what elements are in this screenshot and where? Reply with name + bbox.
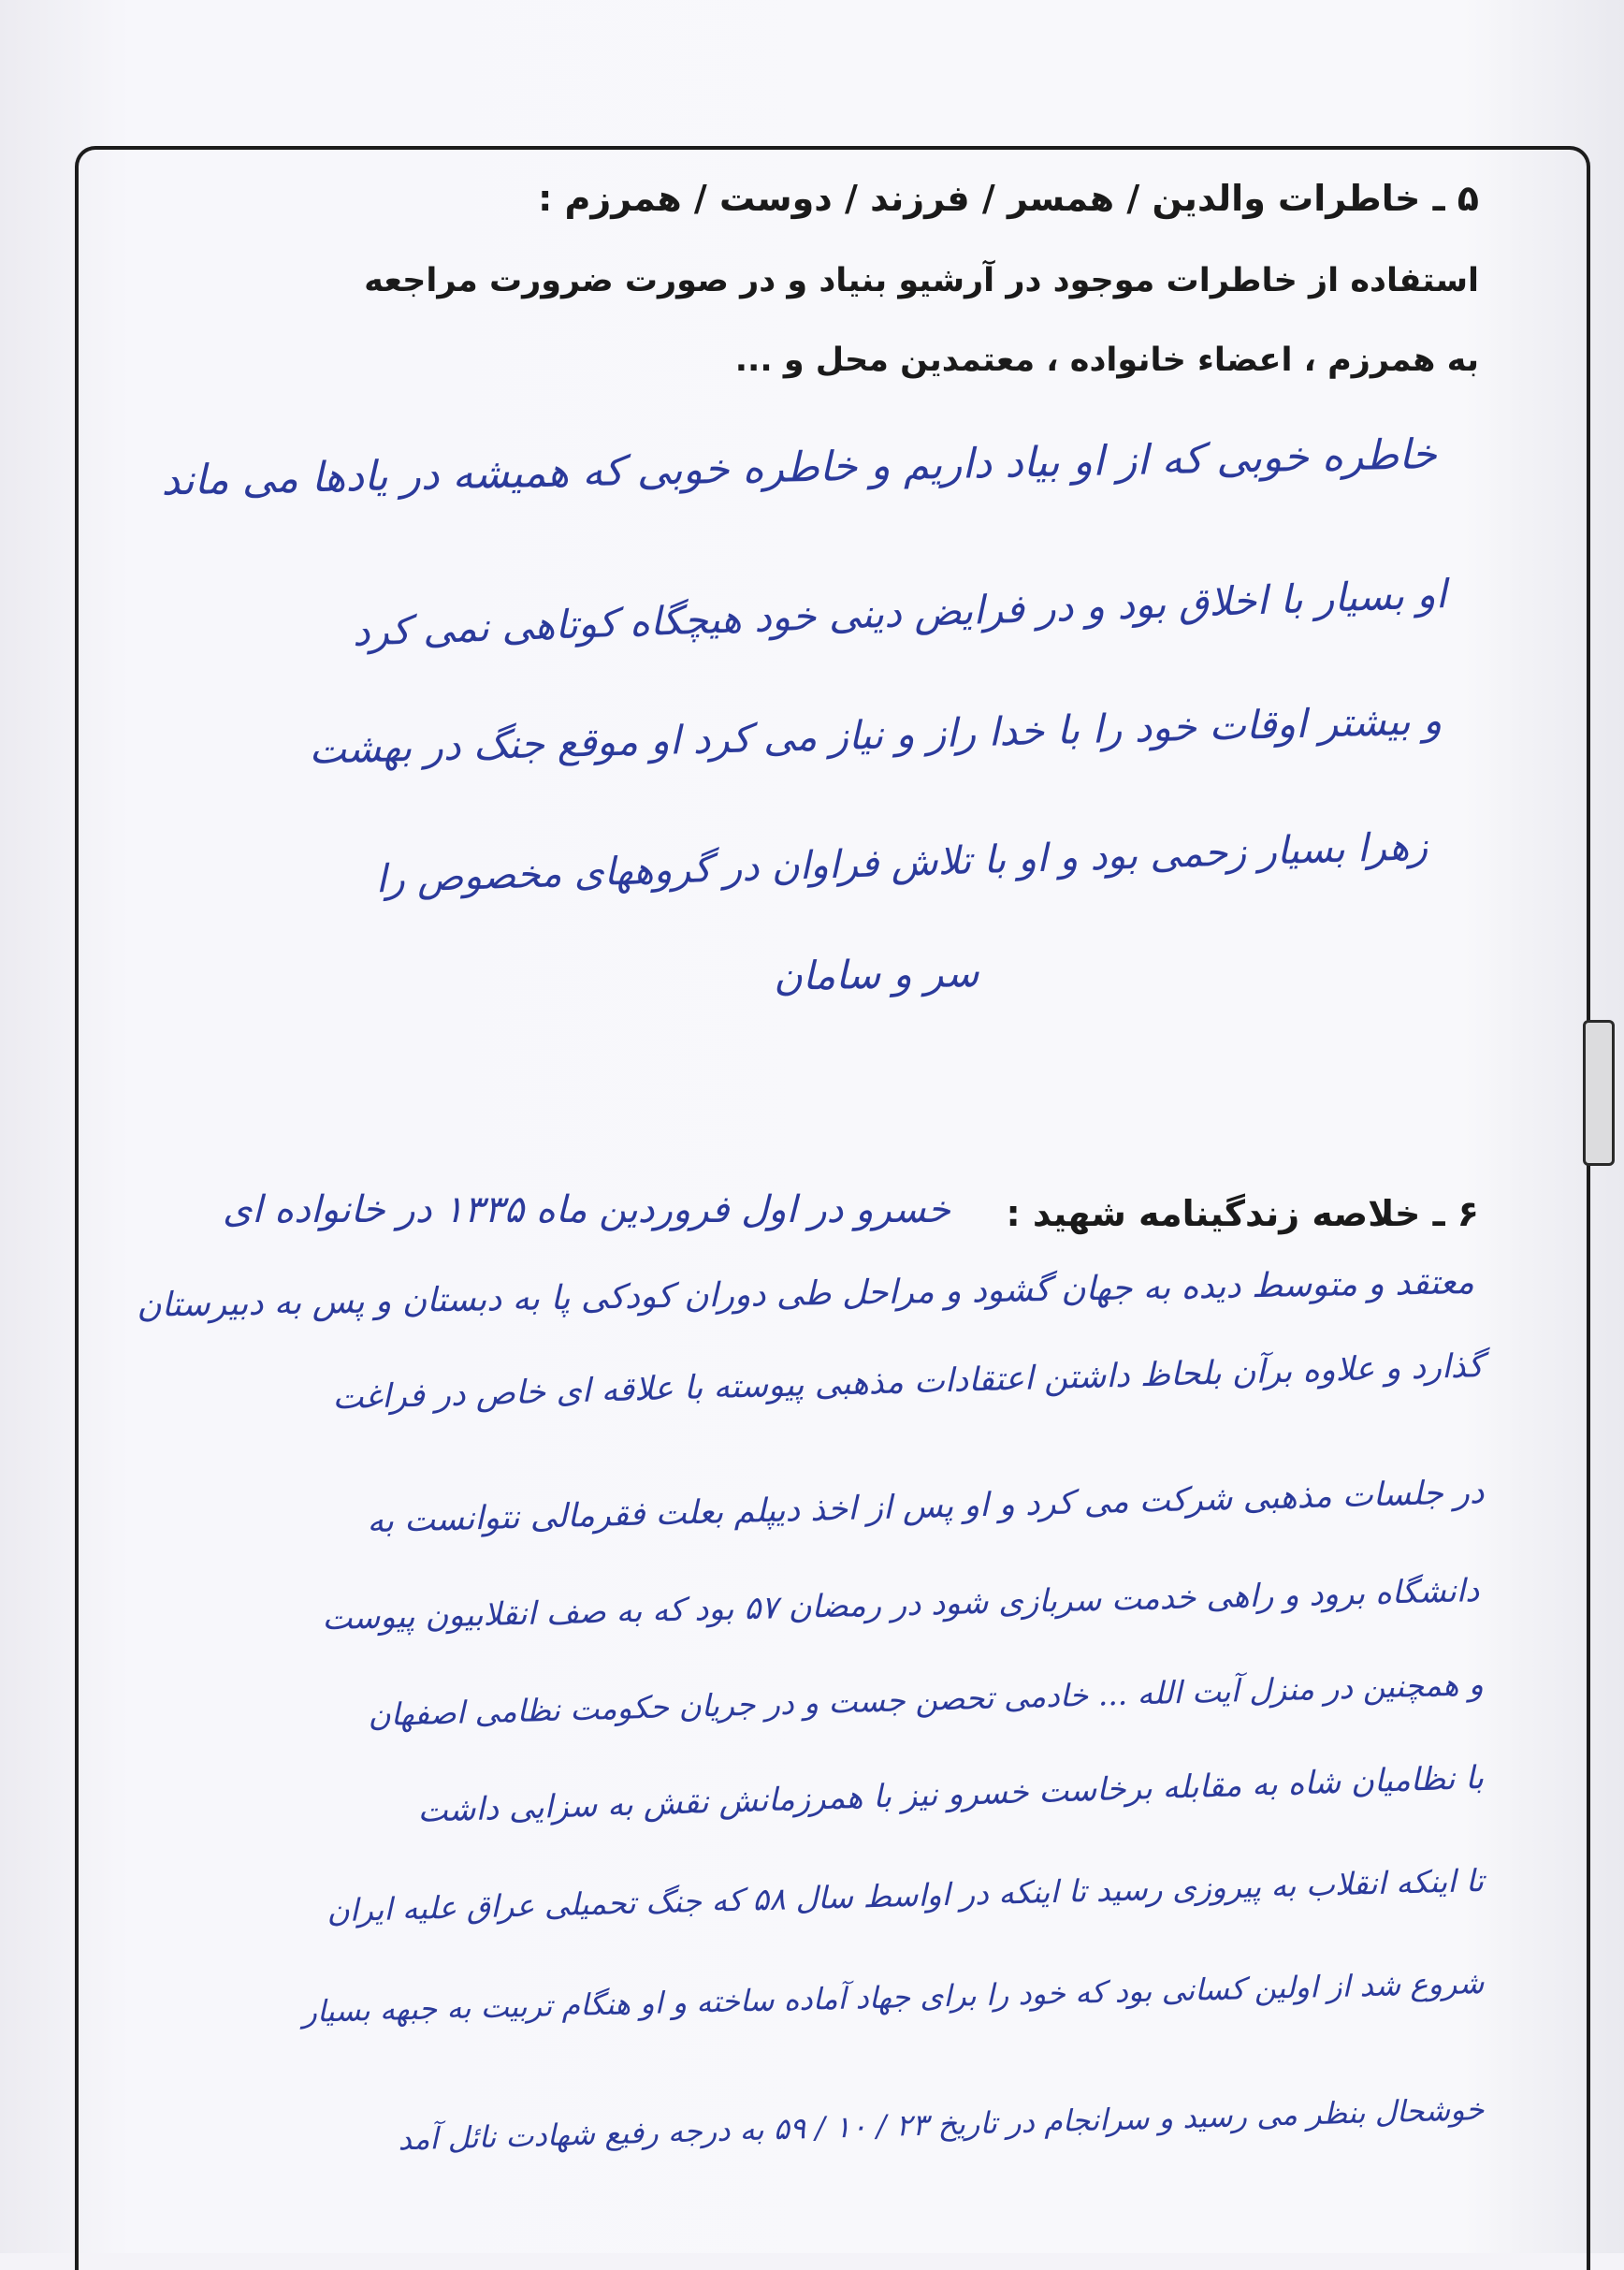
section6-handwritten-line-9: خوشحال بنظر می رسید و سرانجام در تاریخ ۲۳ / ۱۰ / ۵۹ به درجه رفیع شهادت نائل آمد bbox=[397, 2091, 1485, 2158]
section5-heading: ۵ ـ خاطرات والدین / همسر / فرزند / دوست / همرزم : bbox=[538, 178, 1479, 219]
section6-handwritten-line-8: شروع شد از اولین کسانی بود که خود را برای جهاد آماده ساخته و او هنگام تربیت به جبهه بسیار bbox=[301, 1965, 1485, 2030]
section6-handwritten-line-3: در جلسات مذهبی شرکت می کرد و او پس از اخذ دیپلم بعلت فقرمالی نتوانست به bbox=[366, 1474, 1485, 1541]
section5-instruction-line1: استفاده از خاطرات موجود در آرشیو بنیاد و در صورت ضرورت مراجعه bbox=[364, 262, 1479, 299]
staple-binding bbox=[1583, 1020, 1615, 1166]
section5-handwritten-line-4: زهرا بسیار زحمی بود و او با تلاش فراوان در گروههای مخصوص را bbox=[374, 823, 1428, 902]
section5-instruction-line2: به همرزم ، اعضاء خانواده ، معتمدین محل و ... bbox=[734, 342, 1479, 379]
section6-handwritten-line-2: گذارد و علاوه برآن بلحاظ داشتن اعتقادات مذهبی پیوسته با علاقه ای خاص در فراغت bbox=[332, 1347, 1485, 1418]
section6-handwritten-first-line: خسرو در اول فروردین ماه ۱۳۳۵ در خانواده ای bbox=[222, 1188, 950, 1231]
section6-handwritten-line-6: با نظامیان شاه به مقابله برخاست خسرو نیز با همرزمانش نقش به سزایی داشت bbox=[416, 1759, 1485, 1830]
section6-handwritten-line-4: دانشگاه برود و راهی خدمت سربازی شود در رمضان ۵۷ بود که به صف انقلابیون پیوست bbox=[321, 1572, 1480, 1638]
section5-handwritten-line-1: خاطره خوبی که از او بیاد داریم و خاطره خوبی که همیشه در یادها می ماند bbox=[160, 430, 1438, 505]
section6-heading: ۶ ـ خلاصه زندگینامه شهید : bbox=[1006, 1193, 1479, 1234]
section6-handwritten-line-1: معتقد و متوسط دیده به جهان گشود و مراحل طی دوران کودکی پا به دبستان و پس به دبیرستان bbox=[137, 1263, 1475, 1325]
section5-handwritten-line-3: و بیشتر اوقات خود را با خدا راز و نیاز می کرد او موقع جنگ در بهشت bbox=[308, 697, 1443, 773]
section5-handwritten-line-2: او بسیار با اخلاق بود و در فرایض دینی خود هیچگاه کوتاهی نمی کرد bbox=[351, 571, 1447, 655]
section6-handwritten-line-7: تا اینکه انقلاب به پیروزی رسید تا اینکه در اواسط سال ۵۸ که جنگ تحمیلی عراق علیه ایران bbox=[326, 1862, 1485, 1929]
section5-handwritten-line-5: سر و سامان bbox=[773, 950, 979, 999]
section6-handwritten-line-5: و همچنین در منزل آیت الله ... خادمی تحصن جست و در جریان حکومت نظامی اصفهان bbox=[368, 1666, 1485, 1734]
